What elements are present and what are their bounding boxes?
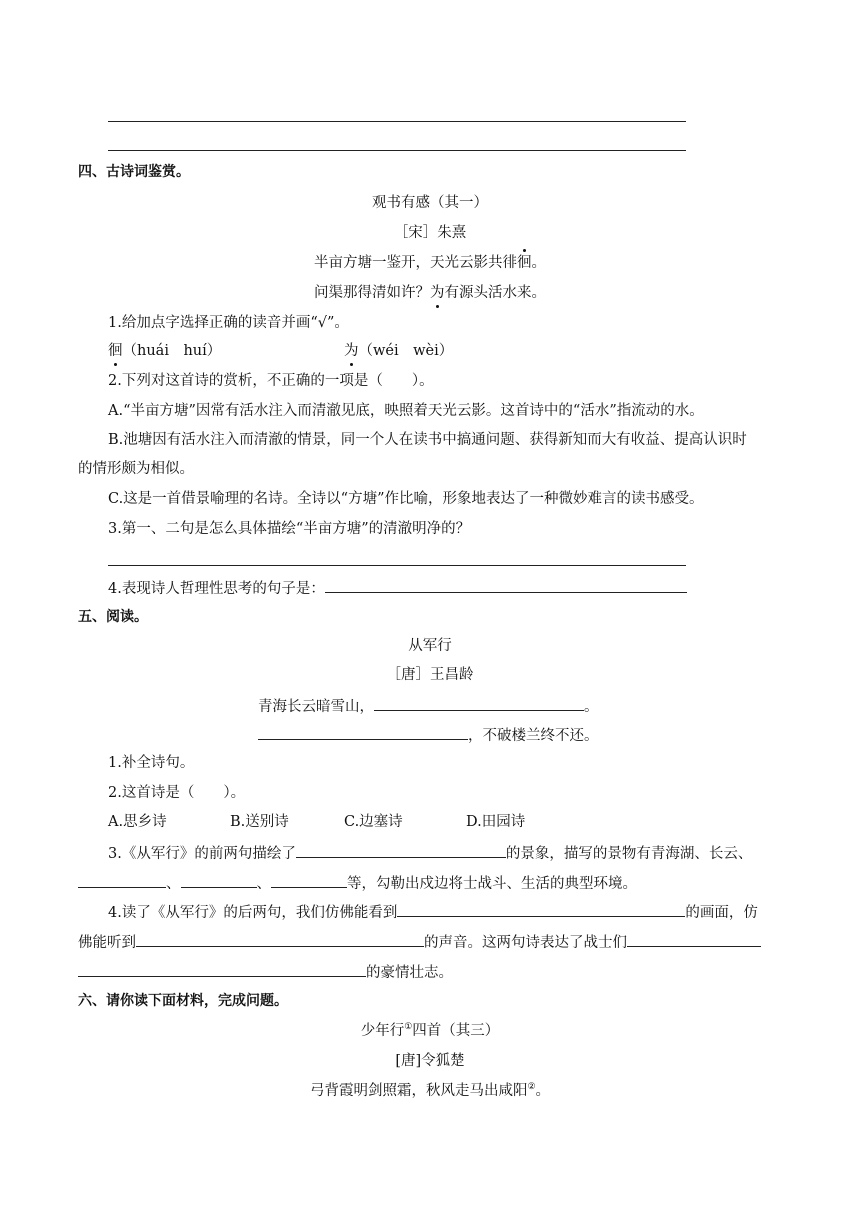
poem-title xyxy=(0,1021,860,1041)
poem-text: ，不破楼兰终不还。 xyxy=(468,728,599,744)
question-text: 的景象，描写的景物有青海湖、长云、 xyxy=(505,846,753,862)
question-4 xyxy=(108,901,758,923)
question-4-continued xyxy=(78,961,453,983)
dotted-char: 徊 xyxy=(517,255,532,271)
dotted-char: 徊 xyxy=(108,343,123,359)
poem-text: 弓背霞明剑照霜，秋风走马出咸阳 xyxy=(309,1083,528,1099)
question-3-continued xyxy=(78,872,637,894)
poem-author: ［唐］王昌龄 xyxy=(386,667,474,683)
poem-title-text: 少年行 xyxy=(360,1023,405,1039)
question-text: 等，勾勒出戍边将士战斗、生活的典型环境。 xyxy=(347,876,637,892)
answer-blank[interactable] xyxy=(78,961,366,977)
section-heading: 五、阅读。 xyxy=(78,609,148,625)
poem-line xyxy=(0,253,860,273)
section-heading: 六、请你读下面材料，完成问题。 xyxy=(78,993,288,1009)
question-text: 佛能听到 xyxy=(78,935,136,951)
question-4 xyxy=(108,577,687,599)
question-1: 1.给加点字选择正确的读音并画“√”。 xyxy=(108,315,349,331)
poem-text: 。 xyxy=(535,1083,551,1099)
answer-blank[interactable] xyxy=(181,872,257,888)
answer-blank[interactable] xyxy=(78,872,166,888)
answer-blank[interactable] xyxy=(397,901,685,917)
question-text: 4.读了《从军行》的后两句，我们仿佛能看到 xyxy=(108,905,398,921)
option-b[interactable]: B.送别诗 xyxy=(230,814,289,830)
option-d[interactable]: D.田园诗 xyxy=(466,814,526,830)
question-1: 1.补全诗句。 xyxy=(108,755,195,771)
section-heading: 四、古诗词鉴赏。 xyxy=(78,164,190,180)
poem-title: 从军行 xyxy=(408,638,452,654)
poem-line xyxy=(0,1081,860,1101)
question-2: 2.下列对这首诗的赏析，不正确的一项是（ ）。 xyxy=(108,373,434,389)
poem-author: ［宋］朱熹 xyxy=(393,225,467,241)
poem-title: 观书有感（其一） xyxy=(372,195,488,211)
footnote-mark: ① xyxy=(404,1022,413,1033)
answer-blank[interactable] xyxy=(296,842,506,858)
answer-blank[interactable] xyxy=(271,872,347,888)
option-b[interactable]: B.池塘因有活水注入而清澈的情景，同一个人在读书中搞通问题、获得新知而大有收益、提高认识时 xyxy=(108,432,747,448)
poem-line xyxy=(258,724,599,746)
pinyin-options[interactable]: （huái huí） xyxy=(122,343,222,359)
answer-line[interactable] xyxy=(108,150,686,151)
question-3 xyxy=(108,842,752,864)
poem-author: [唐]令狐楚 xyxy=(395,1053,465,1069)
option-a[interactable]: A.“半亩方塘”因常有活水注入而清澈见底，映照着天光云影。这首诗中的“活水”指流动的水。 xyxy=(108,403,704,419)
poem-text: 。 xyxy=(584,699,599,715)
option-c[interactable]: C.边塞诗 xyxy=(344,814,403,830)
fill-blank[interactable] xyxy=(374,695,584,711)
separator: 、 xyxy=(166,876,181,892)
question-3: 3.第一、二句是怎么具体描绘“半亩方塘”的清澈明净的？ xyxy=(108,521,471,537)
pinyin-choice-row xyxy=(108,341,221,361)
dotted-char: 为 xyxy=(344,343,359,359)
poem-text: 。 xyxy=(531,255,546,271)
answer-blank[interactable] xyxy=(136,931,424,947)
poem-title-text: 四首（其三） xyxy=(412,1023,500,1039)
question-text: 的画面，仿 xyxy=(685,905,758,921)
question-text: 的声音。这两句诗表达了战士们 xyxy=(424,935,627,951)
option-a[interactable]: A.思乡诗 xyxy=(108,814,167,830)
poem-text: 青海长云暗雪山， xyxy=(258,699,374,715)
pinyin-options[interactable]: （wéi wèi） xyxy=(358,343,454,359)
separator: 、 xyxy=(256,876,271,892)
pinyin-choice-row xyxy=(344,341,453,361)
answer-line[interactable] xyxy=(108,565,686,566)
dotted-char: 为 xyxy=(430,285,445,301)
poem-line xyxy=(258,695,599,717)
question-4-continued xyxy=(78,931,761,953)
poem-text: 半亩方塘一鉴开，天光云影共徘 xyxy=(314,255,517,271)
poem-text: 问渠那得清如许？ xyxy=(314,285,430,301)
answer-blank[interactable] xyxy=(627,931,761,947)
option-b-continued: 的情形颇为相似。 xyxy=(78,461,194,477)
poem-line xyxy=(0,283,860,303)
question-2: 2.这首诗是（ ）。 xyxy=(108,785,246,801)
fill-blank[interactable] xyxy=(258,724,468,740)
footnote-mark: ② xyxy=(527,1082,536,1093)
answer-blank[interactable] xyxy=(325,577,687,593)
question-text: 的豪情壮志。 xyxy=(366,965,453,981)
question-text: 4.表现诗人哲理性思考的句子是： xyxy=(108,581,325,597)
answer-line[interactable] xyxy=(108,121,686,122)
question-text: 3.《从军行》的前两句描绘了 xyxy=(108,846,296,862)
option-c[interactable]: C.这是一首借景喻理的名诗。全诗以“方塘”作比喻，形象地表达了一种微妙难言的读书感受。 xyxy=(108,491,704,507)
poem-text: 有源头活水来。 xyxy=(444,285,546,301)
